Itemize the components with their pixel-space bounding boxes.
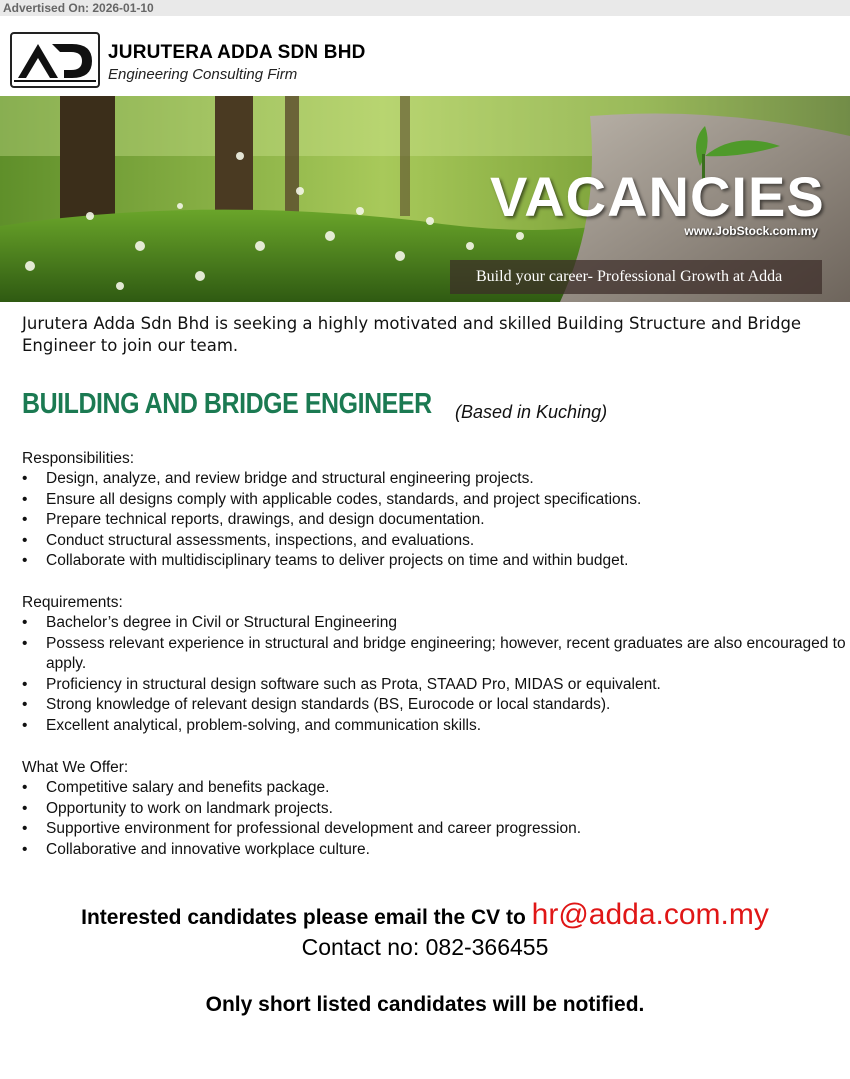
list-item: • Prepare technical reports, drawings, and design documentation.	[22, 510, 846, 531]
list-item: • Excellent analytical, problem-solving, and communication skills.	[22, 716, 846, 737]
company-tagline: Engineering Consulting Firm	[108, 66, 298, 83]
company-logo	[10, 32, 100, 88]
list-item: • Collaborate with multidisciplinary teams to deliver projects on time and within budget.	[22, 551, 846, 572]
job-title: BUILDING AND BRIDGE ENGINEER	[22, 388, 432, 420]
offer-heading: What We Offer:	[22, 759, 129, 776]
apply-instruction	[0, 898, 850, 932]
company-header	[0, 16, 850, 96]
contact-phone: Contact no: 082-366455	[301, 934, 549, 960]
list-item: • Conduct structural assessments, inspections, and evaluations.	[22, 531, 846, 552]
slogan-strip	[450, 260, 822, 294]
list-item: • Supportive environment for professional development and career progression.	[22, 819, 846, 840]
list-item: • Proficiency in structural design software such as Prota, STAAD Pro, MIDAS or equivalent.	[22, 675, 846, 696]
list-item: • Opportunity to work on landmark projects.	[22, 799, 846, 820]
job-title-row	[22, 388, 498, 421]
list-item: • Possess relevant experience in structural and bridge engineering; however, recent graduates are also encouraged to apply.	[22, 634, 846, 675]
list-item: • Strong knowledge of relevant design standards (BS, Eurocode or local standards).	[22, 695, 846, 716]
vacancies-banner	[0, 96, 850, 302]
list-item: • Bachelor’s degree in Civil or Structural Engineering	[22, 613, 846, 634]
logo-icon	[12, 34, 98, 86]
list-item: • Ensure all designs comply with applicable codes, standards, and project specifications.	[22, 490, 846, 511]
website-watermark: www.JobStock.com.my	[684, 224, 818, 238]
responsibilities-list	[22, 469, 846, 572]
list-item: • Competitive salary and benefits package.	[22, 778, 846, 799]
responsibilities-section	[22, 449, 846, 572]
advertised-date-bar	[0, 0, 850, 16]
company-name: JURUTERA ADDA SDN BHD	[108, 42, 366, 63]
offer-section	[22, 758, 846, 860]
list-item: • Design, analyze, and review bridge and structural engineering projects.	[22, 469, 846, 490]
requirements-heading: Requirements:	[22, 594, 123, 611]
offer-list	[22, 778, 846, 860]
email-link[interactable]: hr@adda.com.my	[531, 898, 769, 931]
requirements-list	[22, 613, 846, 737]
intro-paragraph: Jurutera Adda Sdn Bhd is seeking a highly motivated and skilled Building Structure and Bridge Engineer to join our team.	[22, 314, 802, 355]
shortlist-notice: Only short listed candidates will be notified.	[205, 993, 645, 1016]
responsibilities-heading: Responsibilities:	[22, 450, 134, 467]
apply-text: Interested candidates please email the CV to	[81, 906, 526, 929]
vacancies-headline: VACANCIES	[490, 165, 825, 228]
slogan-text: Build your career- Professional Growth at Adda	[476, 268, 783, 285]
list-item: • Collaborative and innovative workplace culture.	[22, 840, 846, 861]
job-location: (Based in Kuching)	[455, 402, 608, 422]
advertised-date: Advertised On: 2026-01-10	[3, 1, 154, 15]
requirements-section	[22, 593, 846, 737]
